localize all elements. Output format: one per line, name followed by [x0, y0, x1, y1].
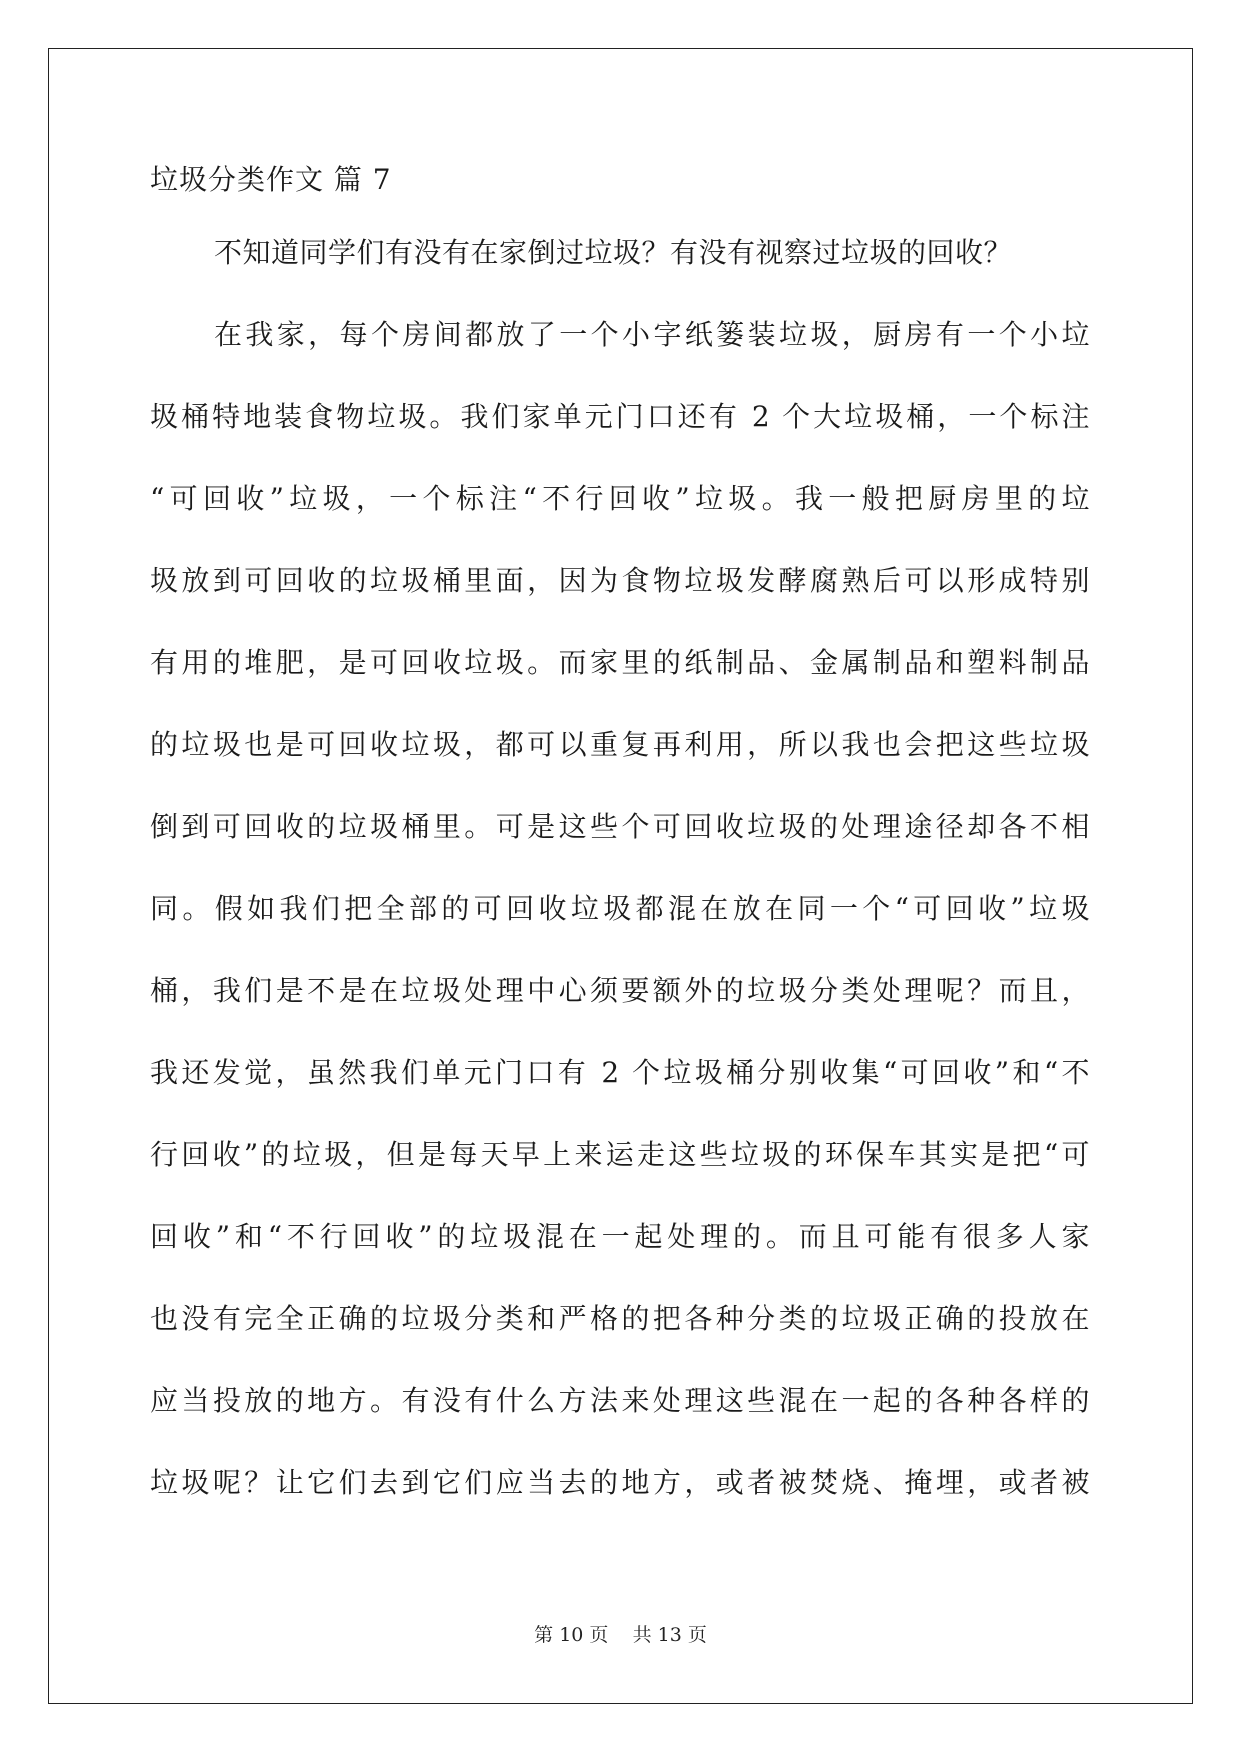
- document-body: [150, 160, 1090, 1524]
- paragraph-line: 的垃圾也是可回收垃圾，都可以重复再利用，所以我也会把这些垃圾: [150, 728, 1090, 761]
- paragraph-line: 有用的堆肥，是可回收垃圾。而家里的纸制品、金属制品和塑料制品: [150, 646, 1090, 679]
- paragraph-line: 行回收”的垃圾，但是每天早上来运走这些垃圾的环保车其实是把“可: [150, 1138, 1090, 1171]
- essay-title: 垃圾分类作文 篇 7: [150, 163, 392, 196]
- paragraph-line: 在我家，每个房间都放了一个小字纸篓装垃圾，厨房有一个小垃: [214, 318, 1090, 351]
- paragraph-line: “可回收”垃圾，一个标注“不行回收”垃圾。我一般把厨房里的垃: [150, 482, 1090, 515]
- paragraph-line: 同。假如我们把全部的可回收垃圾都混在放在同一个“可回收”垃圾: [150, 892, 1090, 925]
- page-number-footer: 第 10 页 共 13 页: [534, 1624, 707, 1646]
- paragraph-line: 桶，我们是不是在垃圾处理中心须要额外的垃圾分类处理呢？而且，: [150, 974, 1090, 1007]
- paragraph-line: 我还发觉，虽然我们单元门口有 2 个垃圾桶分别收集“可回收”和“不: [150, 1056, 1090, 1089]
- paragraph-line: 圾放到可回收的垃圾桶里面，因为食物垃圾发酵腐熟后可以形成特别: [150, 564, 1090, 597]
- paragraph-line: 应当投放的地方。有没有什么方法来处理这些混在一起的各种各样的: [150, 1384, 1090, 1417]
- paragraph-line: 不知道同学们有没有在家倒过垃圾？有没有视察过垃圾的回收？: [214, 236, 1013, 269]
- paragraph-line: 也没有完全正确的垃圾分类和严格的把各种分类的垃圾正确的投放在: [150, 1302, 1090, 1335]
- paragraph-line: 垃圾呢？让它们去到它们应当去的地方，或者被焚烧、掩埋，或者被: [150, 1466, 1090, 1499]
- paragraph-line: 圾桶特地装食物垃圾。我们家单元门口还有 2 个大垃圾桶，一个标注: [150, 400, 1090, 433]
- paragraph-line: 倒到可回收的垃圾桶里。可是这些个可回收垃圾的处理途径却各不相: [150, 810, 1090, 843]
- paragraph-line: 回收”和“不行回收”的垃圾混在一起处理的。而且可能有很多人家: [150, 1220, 1090, 1253]
